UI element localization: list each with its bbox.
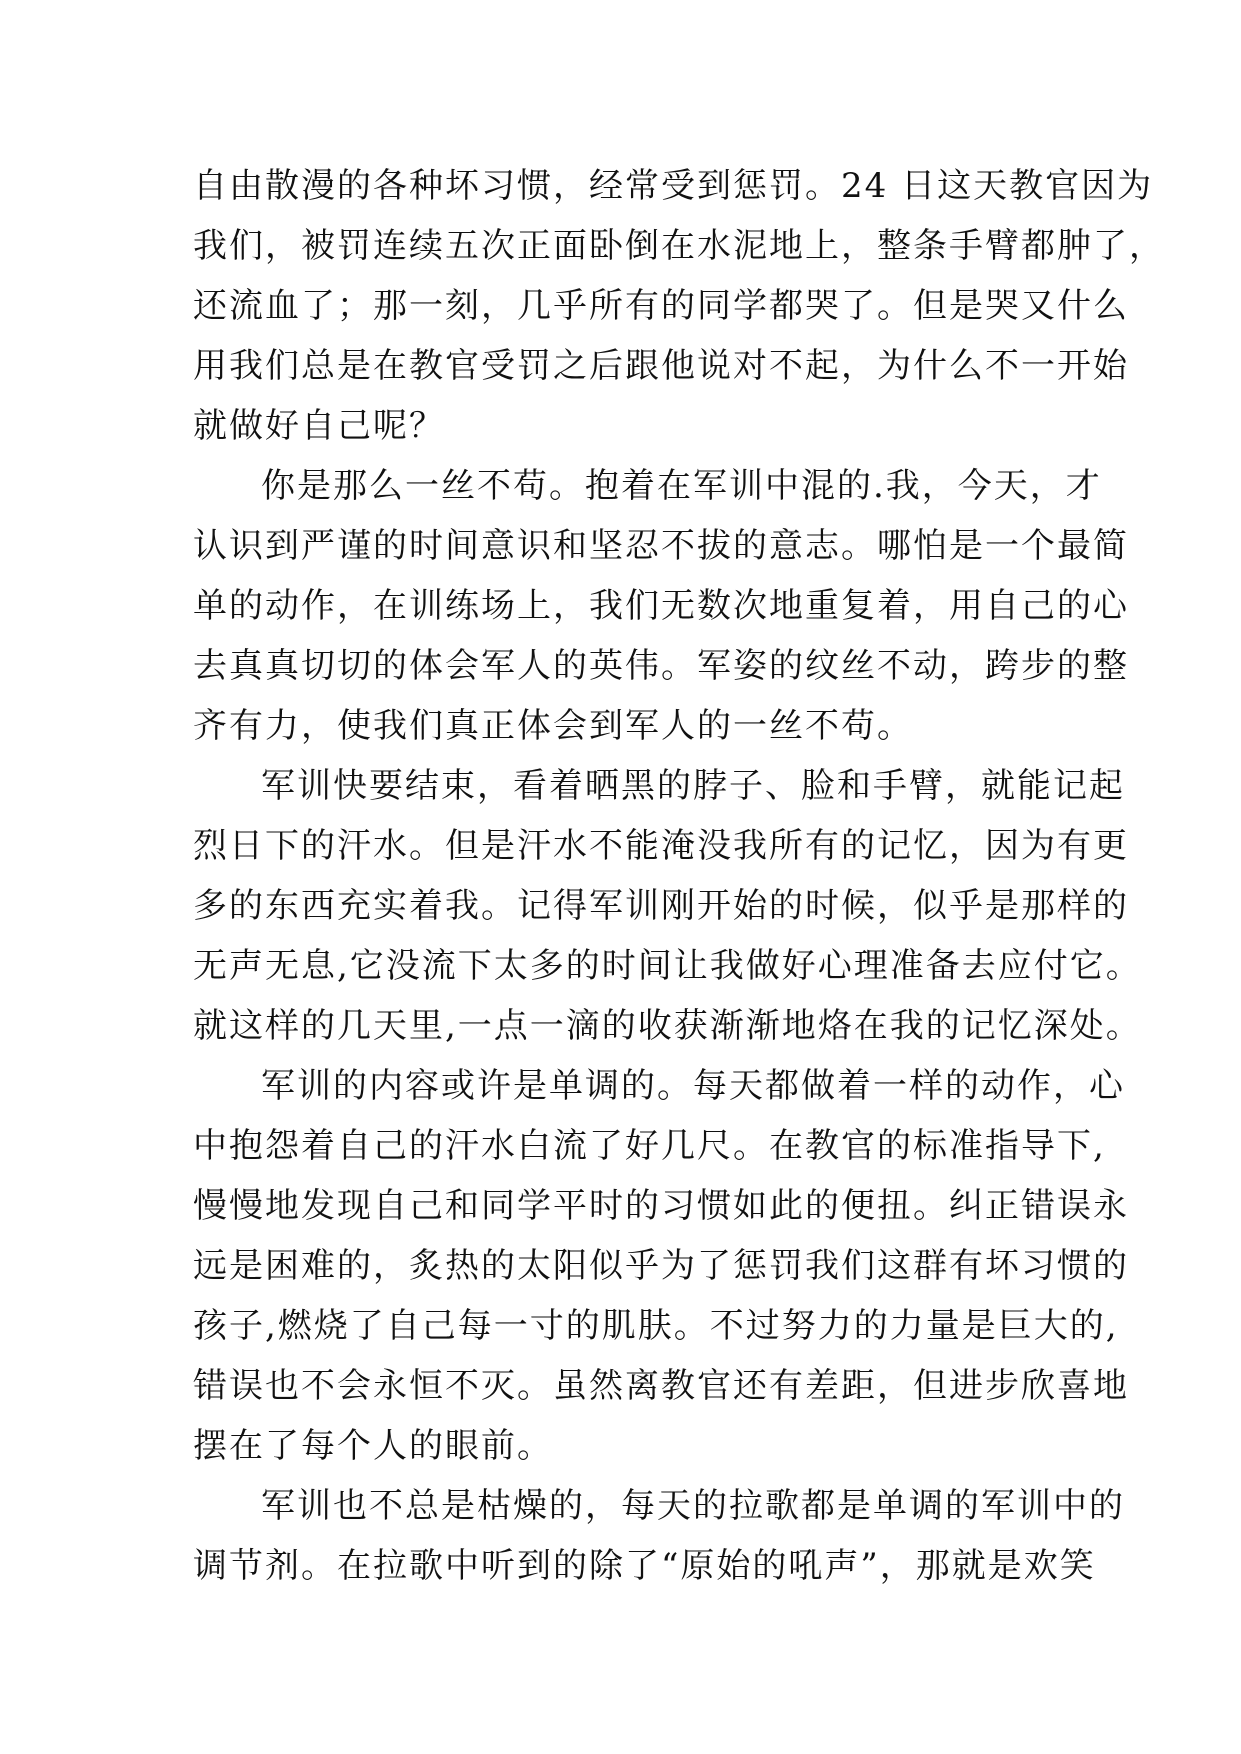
text-line: 我们，被罚连续五次正面卧倒在水泥地上，整条手臂都肿了， xyxy=(193,226,1165,266)
body-text xyxy=(193,156,1165,1596)
text-line: 多的东西充实着我。记得军训刚开始的时候，似乎是那样的 xyxy=(193,886,1129,926)
text-line: 孩子,燃烧了自己每一寸的肌肤。不过努力的力量是巨大的, xyxy=(193,1306,1119,1346)
text-line: 用我们总是在教官受罚之后跟他说对不起，为什么不一开始 xyxy=(193,346,1129,386)
text-line: 就这样的几天里,一点一滴的收获渐渐地烙在我的记忆深处。 xyxy=(193,1006,1142,1046)
text-line: 单的动作，在训练场上，我们无数次地重复着，用自己的心 xyxy=(193,586,1129,626)
text-line: 齐有力，使我们真正体会到军人的一丝不苟。 xyxy=(193,706,913,746)
text-line: 就做好自己呢？ xyxy=(193,406,445,446)
text-line: 自由散漫的各种坏习惯，经常受到惩罚。24 日这天教官因为 xyxy=(193,166,1154,206)
text-line: 慢慢地发现自己和同学平时的习惯如此的便扭。纠正错误永 xyxy=(193,1186,1129,1226)
text-line: 去真真切切的体会军人的英伟。军姿的纹丝不动，跨步的整 xyxy=(193,646,1129,686)
text-line: 调节剂。在拉歌中听到的除了“原始的吼声”，那就是欢笑 xyxy=(193,1546,1096,1586)
text-line: 摆在了每个人的眼前。 xyxy=(193,1426,553,1466)
text-line: 烈日下的汗水。但是汗水不能淹没我所有的记忆，因为有更 xyxy=(193,826,1129,866)
text-line: 无声无息,它没流下太多的时间让我做好心理准备去应付它。 xyxy=(193,946,1142,986)
paragraph-first-line: 你是那么一丝不苟。抱着在军训中混的.我，今天，才 xyxy=(261,466,1102,506)
paragraph-first-line: 军训也不总是枯燥的，每天的拉歌都是单调的军训中的 xyxy=(261,1486,1125,1526)
text-line: 中抱怨着自己的汗水白流了好几尺。在教官的标准指导下, xyxy=(193,1126,1106,1166)
text-line: 错误也不会永恒不灭。虽然离教官还有差距，但进步欣喜地 xyxy=(193,1366,1129,1406)
paragraph-first-line: 军训的内容或许是单调的。每天都做着一样的动作，心 xyxy=(261,1066,1125,1106)
text-line: 还流血了；那一刻，几乎所有的同学都哭了。但是哭又什么 xyxy=(193,286,1129,326)
paragraph-first-line: 军训快要结束，看着晒黑的脖子、脸和手臂，就能记起 xyxy=(261,766,1125,806)
text-line: 远是困难的，炙热的太阳似乎为了惩罚我们这群有坏习惯的 xyxy=(193,1246,1129,1286)
text-line: 认识到严谨的时间意识和坚忍不拔的意志。哪怕是一个最简 xyxy=(193,526,1129,566)
